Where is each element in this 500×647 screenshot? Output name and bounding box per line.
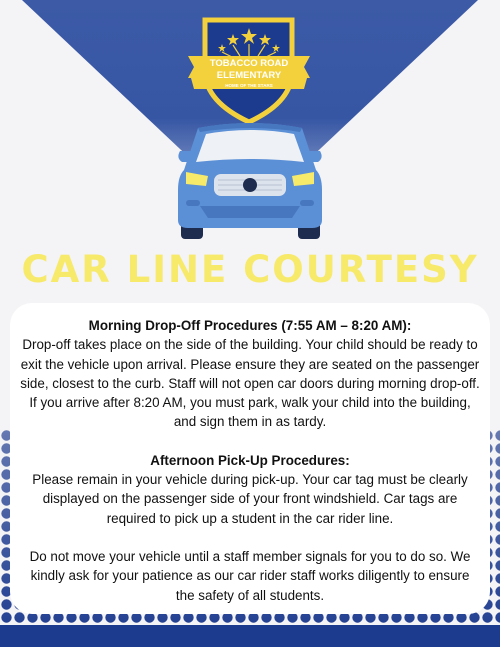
morning-heading: Morning Drop-Off Procedures (7:55 AM – 8:20 AM): <box>88 318 412 333</box>
badge-ribbon: HOME OF THE STARS <box>225 83 273 88</box>
navy-footer-band <box>0 625 500 647</box>
closing-note: Do not move your vehicle until a staff member signals for you to do so. We kindly ask for your patience as our car rider staff works diligently to ensure the safety of all students. <box>29 548 471 603</box>
morning-body: Drop-off takes place on the side of the building. Your child should be ready to exit the vehicle upon arrival. Please ensure they are seated on the passenger side, closest to the curb. Staff will not open car doors during morning drop-off. <box>20 337 480 391</box>
morning-late-note: If you arrive after 8:20 AM, you must park, walk your child into the building, and sign them in as tardy. <box>29 395 471 430</box>
page-title: CAR LINE COURTESY <box>21 248 479 291</box>
badge-line1: TOBACCO ROAD <box>209 58 289 69</box>
info-card <box>10 303 490 614</box>
badge-line2: ELEMENTARY <box>216 70 282 81</box>
afternoon-body: Please remain in your vehicle during pick-up. Your car tag must be clearly displayed on the passenger side of your front windshield. Car tags are required to pick up a student in the car rider line. <box>32 472 468 526</box>
afternoon-heading: Afternoon Pick-Up Procedures: <box>150 452 350 468</box>
car-illustration <box>178 123 322 239</box>
